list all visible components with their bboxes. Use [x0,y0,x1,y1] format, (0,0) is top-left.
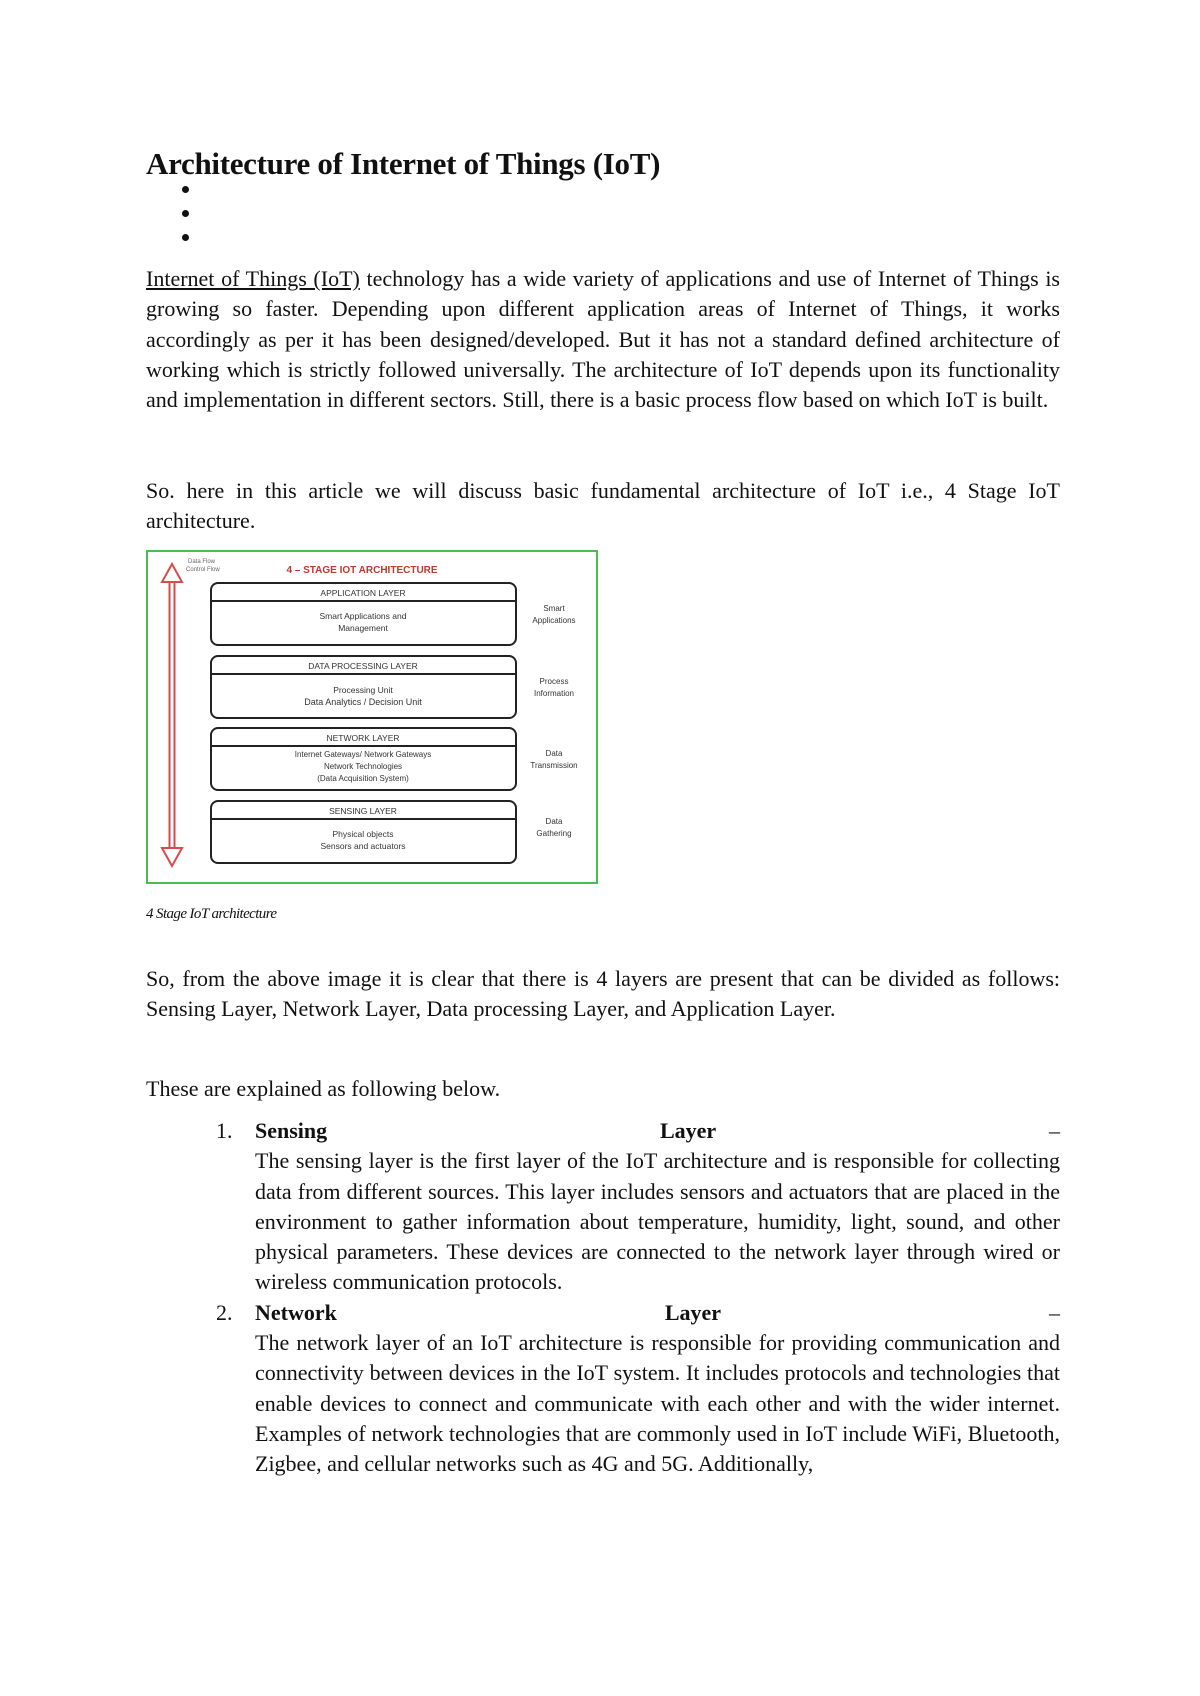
layer-application [211,583,576,645]
figure-caption: 4 Stage IoT architecture [146,906,277,922]
layer-side-label: Smart [543,604,565,613]
item-body: The network layer of an IoT architecture is responsible for providing communication and connectivity between devices in the IoT system. It includes protocols and technologies that enable devices to connect and communicate with each other and with the wider internet. Examples of network technologies that are commonly used in IoT include WiFi, Bluetooth, Zigbee, and cellular networks such as 4G and 5G. Additionally, [255,1330,1060,1477]
page-title: Architecture of Internet of Things (IoT) [146,146,661,181]
layer-data-processing [211,656,574,718]
layers-list [146,1116,1060,1480]
layer-side-label: Gathering [536,829,572,838]
item-name: Network [255,1299,337,1325]
layer-desc: Processing Unit [333,685,393,695]
intro-paragraph [146,264,1060,415]
layer-sensing [211,801,572,863]
bullet-list [182,186,189,258]
bullet-dot [182,234,189,241]
layer-desc: Management [338,623,388,633]
bullet-dot [182,210,189,217]
layer-desc: Internet Gateways/ Network Gateways [294,750,432,759]
item-dash: – [1048,1118,1060,1143]
legend-control-flow: Control Flow [186,567,220,573]
layer-network [211,728,578,790]
layer-side-label: Applications [532,616,576,625]
layer-side-label: Information [533,689,575,698]
architecture-figure [146,550,598,884]
architecture-diagram [148,552,596,882]
bullet-dot [182,186,189,193]
item-word: Layer [659,1118,717,1143]
layer-desc: Physical objects [332,829,394,839]
layer-name: NETWORK LAYER [326,733,400,743]
layer-desc: (Data Acquisition System) [317,774,409,783]
layer-desc: Network Technologies [323,762,403,771]
layer-desc: Smart Applications and [319,611,407,621]
list-item [146,1298,1060,1480]
item-name: Sensing [255,1118,328,1143]
layer-name: DATA PROCESSING LAYER [308,661,418,671]
list-number: 2. [216,1299,233,1325]
item-body: The sensing layer is the first layer of the IoT architecture and is responsible for collecting data from different sources. This layer includes sensors and actuators that are placed in the environment to gather information about temperature, humidity, light, sound, and other physical parameters. These devices are connected to the network layer through wired or wireless communication protocols. [255,1148,1060,1295]
intro-paragraph-2: So. here in this article we will discuss basic fundamental architecture of IoT i.e., 4 Stage IoT architecture. [146,478,1060,534]
layers-summary-paragraph: So, from the above image it is clear that there is 4 layers are present that can be divided as follows: Sensing Layer, Network Layer, Data processing Layer, and Application Layer. [146,966,1060,1022]
item-word: Layer [664,1299,722,1325]
list-number: 1. [216,1118,233,1143]
layer-desc: Data Analytics / Decision Unit [304,697,422,707]
intro-text: technology has a wide variety of applications and use of Internet of Things is growing so faster. Depending upon different application areas of Internet of Things, it works accordingly as per it has been designed/developed. But it has not a standard defined architecture of working which is strictly followed universally. The architecture of IoT depends upon its functionality and implementation in different sectors. Still, there is a basic process flow based on which IoT is built. [146,266,1060,413]
layer-side-label: Data [545,749,563,758]
layer-side-label: Transmission [530,761,578,770]
layer-side-label: Process [539,677,569,686]
layer-name: APPLICATION LAYER [320,588,406,598]
double-arrow-icon [162,564,182,866]
layer-name: SENSING LAYER [329,806,397,816]
list-item [146,1116,1060,1298]
item-heading [255,1298,1060,1328]
iot-link[interactable]: Internet of Things (IoT) [146,266,360,291]
item-dash: – [1048,1299,1060,1325]
diagram-heading: 4 – STAGE IOT ARCHITECTURE [286,565,438,576]
layer-desc: Sensors and actuators [320,841,406,851]
explained-paragraph: These are explained as following below. [146,1076,501,1101]
item-heading [255,1116,1060,1146]
legend-data-flow: Data Flow [188,559,216,565]
layer-side-label: Data [545,817,563,826]
